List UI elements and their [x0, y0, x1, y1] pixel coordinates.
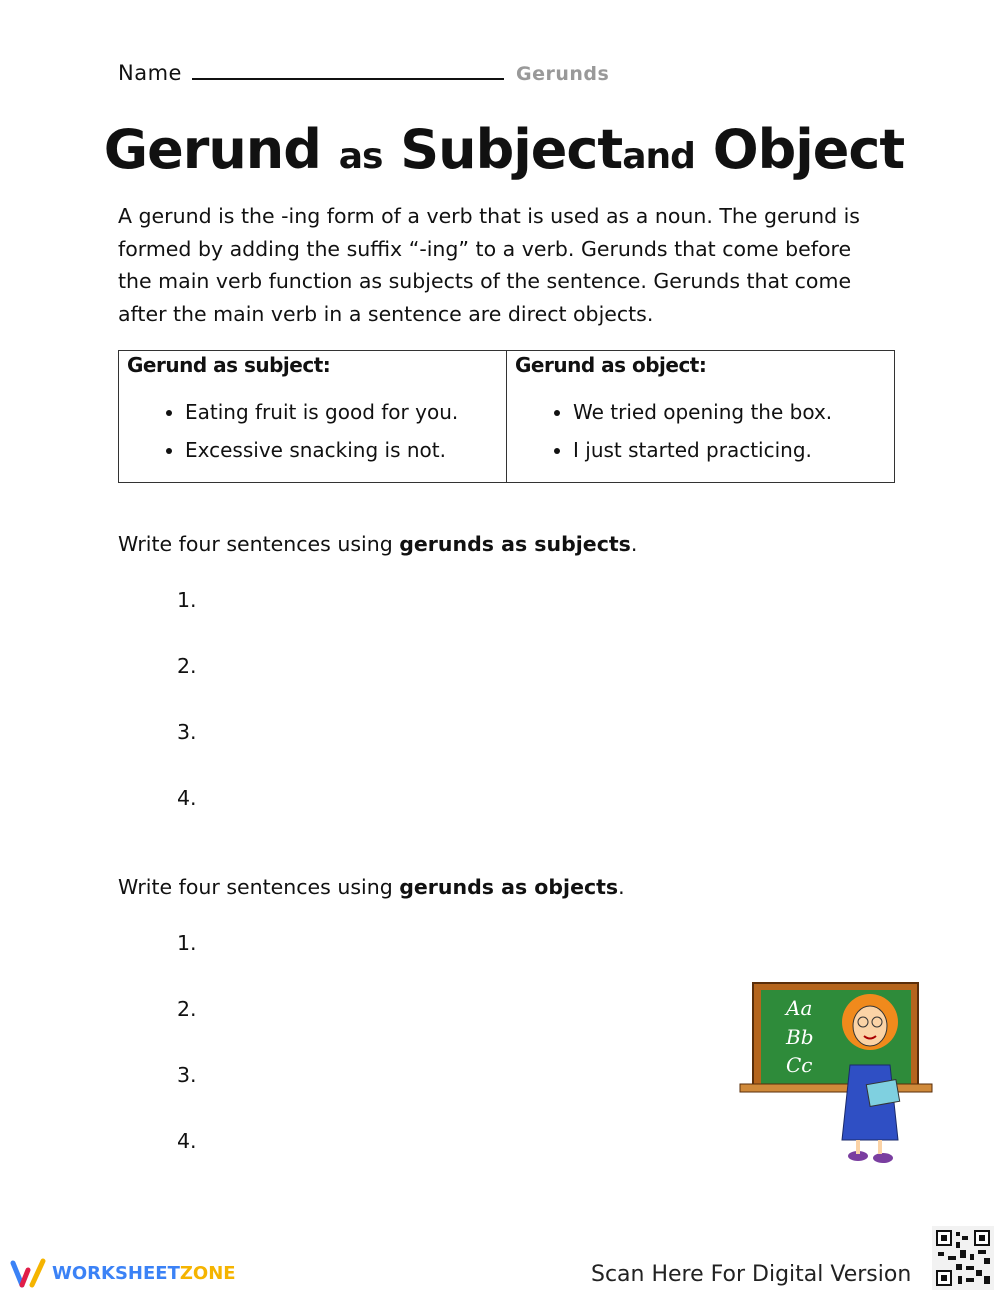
- prompt-text: .: [618, 875, 625, 899]
- topic-label: Gerunds: [515, 63, 610, 85]
- worksheet-zone-logo[interactable]: [10, 1258, 236, 1288]
- page-title: [0, 118, 1000, 181]
- prompt-text: Write four sentences using: [118, 532, 400, 556]
- teacher-chalkboard-illustration: [738, 980, 936, 1170]
- title-part: Object: [712, 118, 905, 181]
- title-part: and: [622, 136, 695, 177]
- prompt-bold: gerunds as subjects: [399, 532, 631, 556]
- prompt-bold: gerunds as objects: [399, 875, 619, 899]
- answer-number[interactable]: 3.: [177, 720, 197, 744]
- answer-number[interactable]: 2.: [177, 654, 197, 678]
- board-text: Bb: [786, 1025, 814, 1049]
- name-row: [118, 60, 609, 85]
- answer-number[interactable]: 4.: [177, 786, 197, 810]
- board-text: Cc: [786, 1053, 813, 1077]
- answer-number[interactable]: 4.: [177, 1129, 197, 1153]
- name-label: Name: [118, 61, 182, 85]
- teacher-figure: [842, 994, 900, 1163]
- answer-number[interactable]: 1.: [177, 588, 197, 612]
- answer-number[interactable]: 3.: [177, 1063, 197, 1087]
- logo-icon: [10, 1258, 48, 1288]
- intro-paragraph: A gerund is the -ing form of a verb that is used as a noun. The gerund is formed by adding the suffix “-ing” to a verb. Gerunds that come before the main verb function as subjects of the sentence. Gerunds that come after the main verb in a sentence are direct objects.: [118, 204, 860, 326]
- prompt-text: Write four sentences using: [118, 875, 400, 899]
- example-item: • I just started practicing.: [573, 431, 886, 469]
- title-part: as: [338, 136, 383, 177]
- title-part: Subject: [400, 118, 623, 181]
- qr-code[interactable]: [932, 1226, 994, 1290]
- subject-column: [119, 351, 506, 482]
- title-part: Gerund: [103, 118, 321, 181]
- board-text: Aa: [786, 996, 813, 1020]
- prompt-text: .: [630, 532, 638, 556]
- scan-text: Scan Here For Digital Version: [591, 1262, 912, 1287]
- subject-heading: Gerund as subject:: [127, 353, 331, 377]
- object-column: [506, 351, 894, 482]
- example-item: • Excessive snacking is not.: [185, 431, 498, 469]
- logo-text: ZONE: [179, 1262, 236, 1284]
- answer-number[interactable]: 2.: [177, 997, 197, 1021]
- logo-text: WORKSHEET: [52, 1262, 180, 1284]
- objects-prompt: [118, 875, 625, 899]
- subjects-prompt: [118, 532, 637, 556]
- examples-table: [118, 350, 895, 483]
- example-item: • We tried opening the box.: [573, 393, 886, 431]
- example-item: • Eating fruit is good for you.: [185, 393, 498, 431]
- object-heading: Gerund as object:: [515, 353, 707, 377]
- name-field[interactable]: [192, 60, 504, 80]
- answer-number[interactable]: 1.: [177, 931, 197, 955]
